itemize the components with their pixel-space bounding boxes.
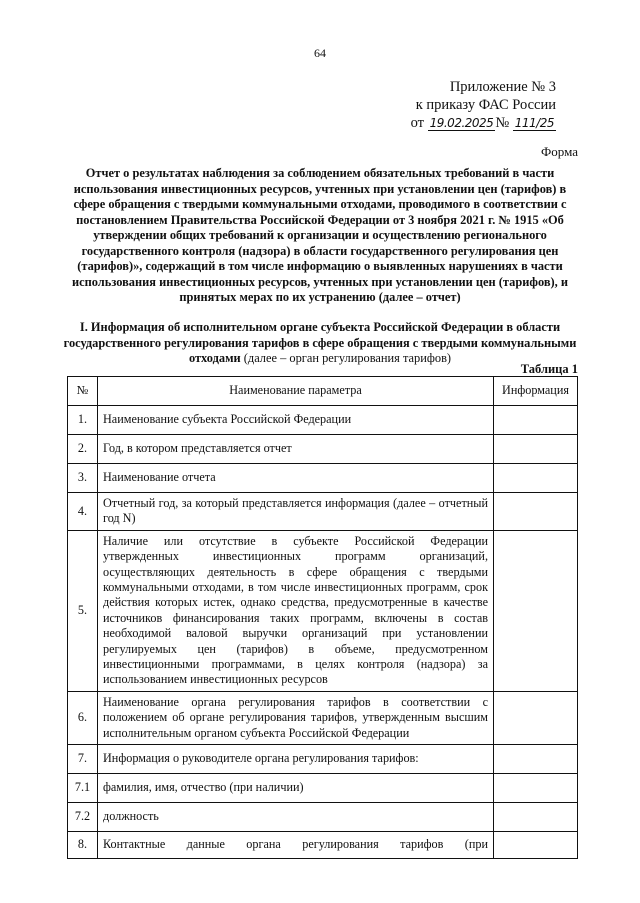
handwritten-date: 19.02.2025: [429, 116, 494, 130]
header-number: №: [68, 377, 98, 406]
row-number: 7.2: [68, 803, 98, 832]
row-information: [494, 745, 578, 774]
section-title: [58, 320, 582, 367]
row-number: 2.: [68, 435, 98, 464]
header-parameter: Наименование параметра: [98, 377, 494, 406]
row-number: 3.: [68, 464, 98, 493]
row-number: 7.: [68, 745, 98, 774]
table-row: [68, 435, 578, 464]
page-number: 64: [314, 46, 326, 60]
row-information: [494, 530, 578, 691]
table-row: [68, 493, 578, 531]
row-number: 6.: [68, 691, 98, 744]
appendix-line-2: к приказу ФАС России: [415, 97, 556, 113]
appendix-line-3: [336, 114, 556, 132]
table-row: [68, 832, 578, 859]
row-parameter: Наличие или отсутствие в субъекте Российской Федерации утвержденных инвестиционных программ организаций, осуществляющих деятельность в сфере обращения с твердыми коммунальными отходами, в том числе инвестиционных программ, срок действия которых истек, однако средства, предусмотренные в качестве источников финансирования таких программ, включены в состав необходимой валовой выручки организаций при установлении регулируемых цен (тарифов) в объеме, предусмотренном инвестиционными программами, в целях контроля (надзора) за использованием инвестиционных ресурсов: [98, 530, 494, 691]
parameters-table: [67, 376, 578, 859]
row-information: [494, 691, 578, 744]
table-row: [68, 406, 578, 435]
row-information: [494, 406, 578, 435]
row-parameter: Отчетный год, за который представляется информация (далее – отчетный год N): [98, 493, 494, 531]
appendix-line-1: Приложение № 3: [449, 79, 556, 95]
section-title-bold: I. Информация об исполнительном органе субъекта Российской Федерации в области государственного регулирования тарифов в сфере обращения с твердыми коммунальными отходами: [63, 320, 577, 365]
row-number: 7.1: [68, 774, 98, 803]
table-header-row: [68, 377, 578, 406]
document-title: Отчет о результатах наблюдения за соблюдением обязательных требований в части использования инвестиционных ресурсов, учтенных при установлении цен (тарифов) в сфере обращения с твердыми коммунальными отходами, проводимого в соответствии с постановлением Правительства Российской Федерации от 3 ноября 2021 г. № 1915 «Об утверждении общих требований к организации и осуществлению регионального государственного контроля (надзора) в области государственного регулирования цен (тарифов)», содержащий в том числе информацию о выявленных нарушениях в части использования инвестиционных ресурсов, учтенных при установлении цен (тарифов), и принятых мерах по их устранению (далее – отчет): [72, 166, 568, 304]
row-information: [494, 774, 578, 803]
row-parameter: Наименование субъекта Российской Федерации: [98, 406, 494, 435]
table-row: [68, 691, 578, 744]
row-number: 4.: [68, 493, 98, 531]
row-information: [494, 435, 578, 464]
section-title-normal: (далее – орган регулирования тарифов): [240, 351, 452, 365]
row-parameter: фамилия, имя, отчество (при наличии): [98, 774, 494, 803]
row-parameter: должность: [98, 803, 494, 832]
row-parameter: Информация о руководителе органа регулирования тарифов:: [98, 745, 494, 774]
table-row: [68, 803, 578, 832]
row-number: 8.: [68, 832, 98, 859]
row-parameter: Контактные данные органа регулирования тарифов (при: [98, 832, 494, 859]
handwritten-number: 111/25: [514, 116, 554, 130]
row-information: [494, 493, 578, 531]
table-row: [68, 464, 578, 493]
row-number: 1.: [68, 406, 98, 435]
row-parameter: Наименование отчета: [98, 464, 494, 493]
row-information: [494, 803, 578, 832]
row-parameter: Наименование органа регулирования тарифов в соответствии с положением об органе регулирования тарифов, утвержденным высшим исполнительным органом субъекта Российской Федерации: [98, 691, 494, 744]
number-label: №: [495, 115, 510, 131]
appendix-block: [336, 78, 556, 132]
from-label: от: [410, 115, 424, 131]
row-number: 5.: [68, 530, 98, 691]
form-label: Форма: [541, 144, 578, 159]
header-information: Информация: [494, 377, 578, 406]
table-label: Таблица 1: [520, 362, 578, 376]
table-row: [68, 745, 578, 774]
table-row: [68, 530, 578, 691]
row-information: [494, 464, 578, 493]
row-parameter: Год, в котором представляется отчет: [98, 435, 494, 464]
table-row: [68, 774, 578, 803]
row-information: [494, 832, 578, 859]
